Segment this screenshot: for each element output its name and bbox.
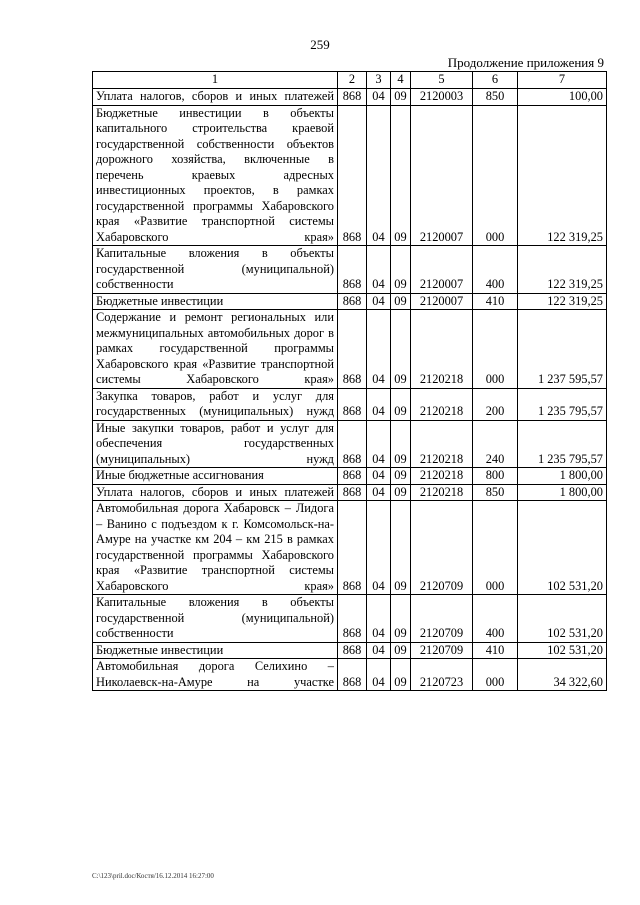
expense-type-code: 000: [473, 501, 518, 595]
header-cell: 6: [473, 72, 518, 89]
header-cell: 2: [338, 72, 367, 89]
chapter-code: 868: [338, 484, 367, 501]
expense-description: Закупка товаров, работ и услуг для государственных (муниципальных) нужд: [93, 388, 338, 420]
expense-description: Иные закупки товаров, работ и услуг для обеспечения государственных (муниципальных) нужд: [93, 420, 338, 468]
expense-description: Уплата налогов, сборов и иных платежей: [93, 89, 338, 106]
target-article-code: 2120218: [411, 484, 473, 501]
expense-description: Иные бюджетные ассигнования: [93, 468, 338, 485]
amount: 122 319,25: [518, 293, 607, 310]
target-article-code: 2120007: [411, 105, 473, 246]
expense-type-code: 850: [473, 89, 518, 106]
expense-description: Бюджетные инвестиции: [93, 293, 338, 310]
section-code: 04: [367, 595, 391, 643]
target-article-code: 2120003: [411, 89, 473, 106]
amount: 1 235 795,57: [518, 388, 607, 420]
target-article-code: 2120709: [411, 595, 473, 643]
target-article-code: 2120218: [411, 468, 473, 485]
expense-type-code: 850: [473, 484, 518, 501]
amount: 34 322,60: [518, 659, 607, 691]
subsection-code: 09: [391, 310, 411, 389]
section-code: 04: [367, 468, 391, 485]
target-article-code: 2120709: [411, 501, 473, 595]
section-code: 04: [367, 388, 391, 420]
expense-description: Капитальные вложения в объекты государственной (муниципальной) собственности: [93, 246, 338, 294]
subsection-code: 09: [391, 420, 411, 468]
section-code: 04: [367, 246, 391, 294]
target-article-code: 2120709: [411, 642, 473, 659]
expense-type-code: 410: [473, 293, 518, 310]
amount: 1 800,00: [518, 468, 607, 485]
header-cell: 5: [411, 72, 473, 89]
table-row: [93, 105, 607, 246]
amount: 1 237 595,57: [518, 310, 607, 389]
table-row: [93, 310, 607, 389]
subsection-code: 09: [391, 388, 411, 420]
chapter-code: 868: [338, 642, 367, 659]
chapter-code: 868: [338, 105, 367, 246]
subsection-code: 09: [391, 293, 411, 310]
page-number: 259: [310, 37, 330, 52]
expense-type-code: 400: [473, 246, 518, 294]
subsection-code: 09: [391, 642, 411, 659]
table-row: [93, 246, 607, 294]
chapter-code: 868: [338, 310, 367, 389]
chapter-code: 868: [338, 388, 367, 420]
chapter-code: 868: [338, 246, 367, 294]
section-code: 04: [367, 89, 391, 106]
table-row: [93, 420, 607, 468]
expense-description: Автомобильная дорога Селихино – Николаевск-на-Амуре на участке: [93, 659, 338, 691]
expense-description: Бюджетные инвестиции в объекты капитального строительства краевой государственной собственности объектов дорожного хозяйства, включенные в перечень краевых адресных инвестиционных проектов, в рамках государственной программы Хабаровского края «Развитие транспортной системы Хабаровского края»: [93, 105, 338, 246]
subsection-code: 09: [391, 659, 411, 691]
amount: 122 319,25: [518, 105, 607, 246]
header-row: [93, 72, 607, 89]
expense-description: Автомобильная дорога Хабаровск – Лидога – Ванино с подъездом к г. Комсомольск-на-Амуре на участке км 204 – км 215 в рамках государственной программы Хабаровского края «Развитие транспортной системы Хабаровского края»: [93, 501, 338, 595]
header-cell: 1: [93, 72, 338, 89]
chapter-code: 868: [338, 468, 367, 485]
chapter-code: 868: [338, 595, 367, 643]
amount: 102 531,20: [518, 642, 607, 659]
expense-description: Уплата налогов, сборов и иных платежей: [93, 484, 338, 501]
budget-table: [92, 71, 607, 691]
table-row: [93, 595, 607, 643]
table-row: [93, 659, 607, 691]
table-row: [93, 293, 607, 310]
section-code: 04: [367, 501, 391, 595]
chapter-code: 868: [338, 420, 367, 468]
amount: 122 319,25: [518, 246, 607, 294]
target-article-code: 2120007: [411, 246, 473, 294]
target-article-code: 2120723: [411, 659, 473, 691]
expense-type-code: 400: [473, 595, 518, 643]
amount: 102 531,20: [518, 501, 607, 595]
section-code: 04: [367, 659, 391, 691]
table-row: [93, 388, 607, 420]
section-code: 04: [367, 293, 391, 310]
header-cell: 4: [391, 72, 411, 89]
subsection-code: 09: [391, 484, 411, 501]
subsection-code: 09: [391, 246, 411, 294]
target-article-code: 2120218: [411, 420, 473, 468]
expense-type-code: 000: [473, 105, 518, 246]
section-code: 04: [367, 484, 391, 501]
table-row: [93, 468, 607, 485]
target-article-code: 2120218: [411, 388, 473, 420]
chapter-code: 868: [338, 501, 367, 595]
table-row: [93, 642, 607, 659]
continuation-label: Продолжение приложения 9: [447, 55, 604, 70]
section-code: 04: [367, 642, 391, 659]
expense-type-code: 240: [473, 420, 518, 468]
expense-type-code: 800: [473, 468, 518, 485]
expense-type-code: 200: [473, 388, 518, 420]
header-cell: 3: [367, 72, 391, 89]
amount: 102 531,20: [518, 595, 607, 643]
expense-description: Бюджетные инвестиции: [93, 642, 338, 659]
expense-description: Содержание и ремонт региональных или межмуниципальных автомобильных дорог в рамках государственной программы Хабаровского края «Развитие транспортной системы Хабаровского края»: [93, 310, 338, 389]
subsection-code: 09: [391, 89, 411, 106]
file-path-footer: C:\123\pril.doc/Костя/16.12.2014 16:27:00: [92, 872, 214, 880]
subsection-code: 09: [391, 595, 411, 643]
expense-type-code: 410: [473, 642, 518, 659]
target-article-code: 2120007: [411, 293, 473, 310]
target-article-code: 2120218: [411, 310, 473, 389]
amount: 1 235 795,57: [518, 420, 607, 468]
table-row: [93, 501, 607, 595]
subsection-code: 09: [391, 468, 411, 485]
subsection-code: 09: [391, 501, 411, 595]
section-code: 04: [367, 105, 391, 246]
section-code: 04: [367, 420, 391, 468]
expense-description: Капитальные вложения в объекты государственной (муниципальной) собственности: [93, 595, 338, 643]
table-row: [93, 89, 607, 106]
table-row: [93, 484, 607, 501]
subsection-code: 09: [391, 105, 411, 246]
header-cell: 7: [518, 72, 607, 89]
chapter-code: 868: [338, 293, 367, 310]
amount: 1 800,00: [518, 484, 607, 501]
expense-type-code: 000: [473, 310, 518, 389]
chapter-code: 868: [338, 659, 367, 691]
section-code: 04: [367, 310, 391, 389]
amount: 100,00: [518, 89, 607, 106]
expense-type-code: 000: [473, 659, 518, 691]
chapter-code: 868: [338, 89, 367, 106]
